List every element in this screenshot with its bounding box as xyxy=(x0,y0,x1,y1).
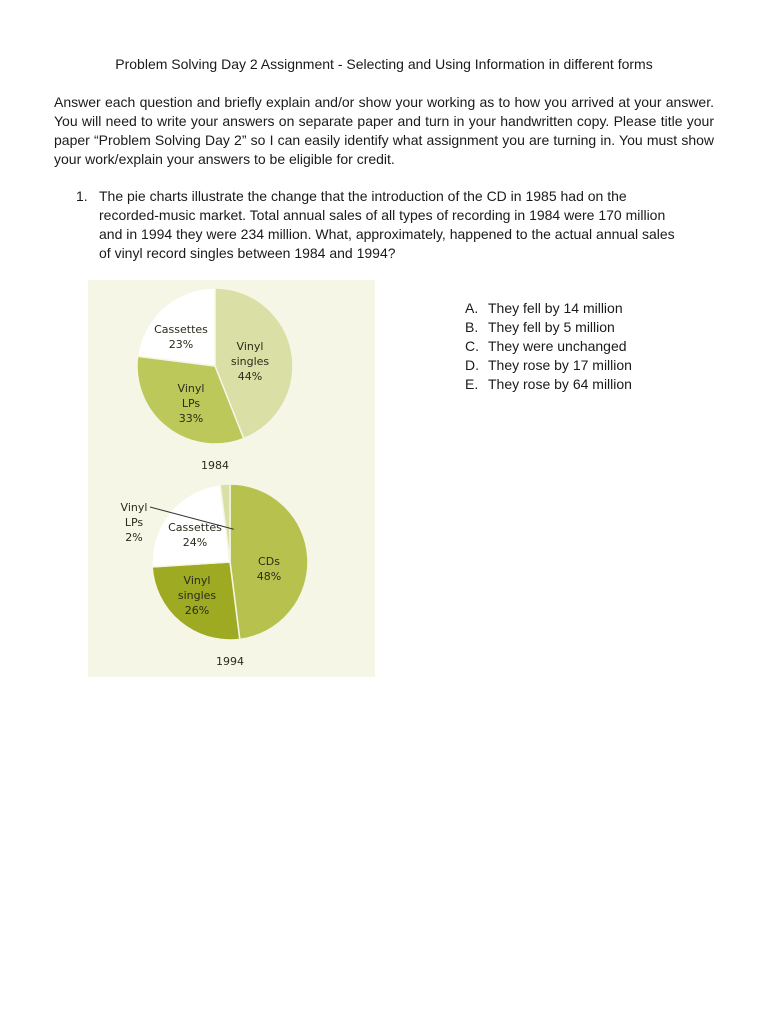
pie-label-1994-0-1: 48% xyxy=(256,570,282,583)
pie-charts-figure xyxy=(88,280,375,677)
choice-d[interactable] xyxy=(465,356,632,375)
pie-charts-svg xyxy=(88,280,375,677)
choice-a[interactable] xyxy=(465,299,632,318)
choice-text: They fell by 5 million xyxy=(488,319,615,335)
pie-year-label-1984: 1984 xyxy=(201,459,229,472)
pie-label-1994-2-1: 24% xyxy=(182,536,208,549)
answer-choices xyxy=(465,299,632,394)
pie-label-1984-0-2: 44% xyxy=(237,370,263,383)
choice-text: They rose by 64 million xyxy=(488,376,632,392)
instructions-paragraph: Answer each question and briefly explain and/or show your working as to how you arrived at your answer. You will need to write your answers on separate paper and turn in your handwritten copy. Please title your paper “Problem Solving Day 2” so I can easily identify what assignment you are turning in. You must show your work/explain your answers to be eligible for credit. xyxy=(54,94,714,167)
choice-text: They fell by 14 million xyxy=(488,300,623,316)
page-title: Problem Solving Day 2 Assignment - Selecting and Using Information in different forms xyxy=(115,56,653,72)
choice-letter: C. xyxy=(465,338,479,354)
question-text: The pie charts illustrate the change that the introduction of the CD in 1985 had on the recorded-music market. Total annual sales of all types of recording in 1984 were 170 million and in 1994 they were 234 million. What, approximately, happened to the actual annual sales of vinyl record singles between 1984 and 1994? xyxy=(99,188,675,261)
choice-text: They were unchanged xyxy=(488,338,627,354)
pie-label-1984-1-0: Vinyl xyxy=(177,382,205,395)
pie-label-1994-3-2: 2% xyxy=(125,531,143,544)
choice-letter: D. xyxy=(465,357,479,373)
pie-label-1984-1-2: 33% xyxy=(178,412,204,425)
pie-label-1994-3-0: Vinyl xyxy=(120,501,148,514)
choice-letter: A. xyxy=(465,300,479,316)
choice-e[interactable] xyxy=(465,375,632,394)
choice-c[interactable] xyxy=(465,337,632,356)
pie-label-1984-2-0: Cassettes xyxy=(154,323,208,336)
pie-chart-1994 xyxy=(121,484,308,668)
pie-chart-1984 xyxy=(137,288,293,472)
choice-letter: E. xyxy=(465,376,479,392)
pie-label-1984-0-1: singles xyxy=(230,355,270,368)
pie-label-1984-2-1: 23% xyxy=(168,338,194,351)
pie-label-1984-0-0: Vinyl xyxy=(236,340,264,353)
pie-label-1994-0-0: CDs xyxy=(258,555,280,568)
pie-label-1994-3-1: LPs xyxy=(124,516,144,529)
pie-label-1984-1-1: LPs xyxy=(181,397,201,410)
pie-label-1994-1-2: 26% xyxy=(184,604,210,617)
pie-label-1994-1-1: singles xyxy=(177,589,217,602)
pie-label-1994-1-0: Vinyl xyxy=(183,574,211,587)
choice-b[interactable] xyxy=(465,318,632,337)
choice-text: They rose by 17 million xyxy=(488,357,632,373)
pie-year-label-1994: 1994 xyxy=(216,655,244,668)
pie-label-1994-2-0: Cassettes xyxy=(168,521,222,534)
choice-letter: B. xyxy=(465,319,479,335)
question-1 xyxy=(76,187,686,263)
question-number: 1. xyxy=(76,188,88,204)
